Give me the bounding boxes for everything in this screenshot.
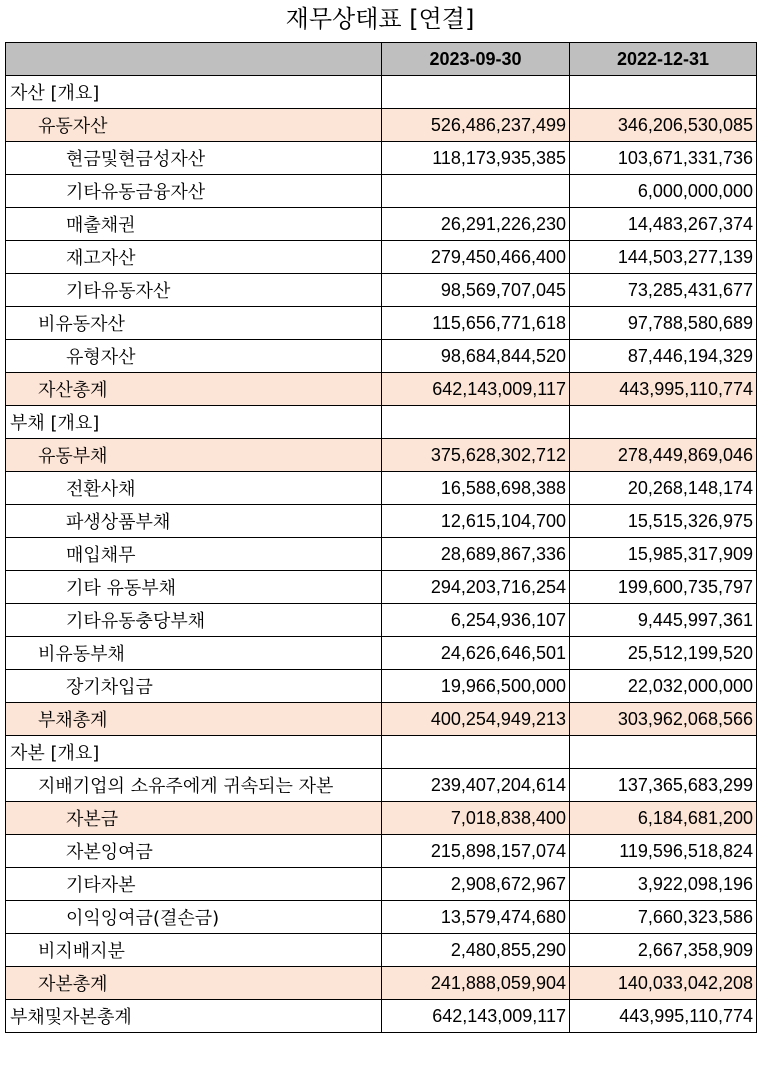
table-row	[6, 1000, 757, 1033]
table-row	[6, 340, 757, 373]
table-row	[6, 109, 757, 142]
table-row	[6, 76, 757, 109]
value-2023-09-30: 12,615,104,700	[382, 505, 570, 538]
value-2023-09-30	[382, 175, 570, 208]
row-label: 자산총계	[6, 373, 382, 406]
value-2022-12-31: 346,206,530,085	[570, 109, 757, 142]
value-2023-09-30: 98,569,707,045	[382, 274, 570, 307]
value-2023-09-30: 642,143,009,117	[382, 373, 570, 406]
table-row	[6, 406, 757, 439]
row-label: 기타자본	[6, 868, 382, 901]
value-2022-12-31: 103,671,331,736	[570, 142, 757, 175]
value-2023-09-30	[382, 736, 570, 769]
value-2023-09-30	[382, 76, 570, 109]
column-header-2022-12-31: 2022-12-31	[570, 43, 757, 76]
row-label: 기타유동충당부채	[6, 604, 382, 637]
value-2022-12-31: 303,962,068,566	[570, 703, 757, 736]
row-label: 부채 [개요]	[6, 406, 382, 439]
value-2023-09-30: 26,291,226,230	[382, 208, 570, 241]
table-row	[6, 472, 757, 505]
value-2022-12-31: 25,512,199,520	[570, 637, 757, 670]
value-2022-12-31: 14,483,267,374	[570, 208, 757, 241]
table-row	[6, 373, 757, 406]
row-label: 기타 유동부채	[6, 571, 382, 604]
table-row	[6, 274, 757, 307]
row-label: 이익잉여금(결손금)	[6, 901, 382, 934]
value-2022-12-31: 73,285,431,677	[570, 274, 757, 307]
table-row	[6, 241, 757, 274]
value-2022-12-31: 278,449,869,046	[570, 439, 757, 472]
table-row	[6, 505, 757, 538]
value-2023-09-30: 118,173,935,385	[382, 142, 570, 175]
table-row	[6, 175, 757, 208]
row-label: 부채및자본총계	[6, 1000, 382, 1033]
value-2022-12-31: 119,596,518,824	[570, 835, 757, 868]
value-2022-12-31	[570, 736, 757, 769]
row-label: 매입채무	[6, 538, 382, 571]
row-label: 자본잉여금	[6, 835, 382, 868]
value-2023-09-30: 241,888,059,904	[382, 967, 570, 1000]
row-label: 비유동자산	[6, 307, 382, 340]
row-label: 전환사채	[6, 472, 382, 505]
table-row	[6, 670, 757, 703]
row-label: 자본총계	[6, 967, 382, 1000]
table-row	[6, 142, 757, 175]
value-2023-09-30: 294,203,716,254	[382, 571, 570, 604]
value-2023-09-30: 526,486,237,499	[382, 109, 570, 142]
column-header-2023-09-30: 2023-09-30	[382, 43, 570, 76]
value-2022-12-31: 2,667,358,909	[570, 934, 757, 967]
value-2022-12-31: 15,515,326,975	[570, 505, 757, 538]
value-2023-09-30: 239,407,204,614	[382, 769, 570, 802]
value-2022-12-31: 443,995,110,774	[570, 1000, 757, 1033]
value-2023-09-30: 16,588,698,388	[382, 472, 570, 505]
value-2023-09-30: 279,450,466,400	[382, 241, 570, 274]
row-label: 기타유동자산	[6, 274, 382, 307]
table-row	[6, 439, 757, 472]
value-2023-09-30	[382, 406, 570, 439]
value-2022-12-31: 87,446,194,329	[570, 340, 757, 373]
row-label: 매출채권	[6, 208, 382, 241]
value-2022-12-31: 443,995,110,774	[570, 373, 757, 406]
row-label: 유동부채	[6, 439, 382, 472]
table-row	[6, 571, 757, 604]
value-2022-12-31: 137,365,683,299	[570, 769, 757, 802]
value-2022-12-31: 15,985,317,909	[570, 538, 757, 571]
page-title: 재무상태표 [연결]	[285, 5, 475, 33]
row-label: 비유동부채	[6, 637, 382, 670]
row-label: 부채총계	[6, 703, 382, 736]
value-2022-12-31: 144,503,277,139	[570, 241, 757, 274]
value-2022-12-31: 20,268,148,174	[570, 472, 757, 505]
value-2023-09-30: 13,579,474,680	[382, 901, 570, 934]
table-row	[6, 538, 757, 571]
table-body	[6, 76, 757, 1033]
table-row	[6, 901, 757, 934]
row-label: 자본 [개요]	[6, 736, 382, 769]
value-2022-12-31: 6,184,681,200	[570, 802, 757, 835]
row-label: 재고자산	[6, 241, 382, 274]
value-2022-12-31: 7,660,323,586	[570, 901, 757, 934]
table-row	[6, 208, 757, 241]
value-2022-12-31	[570, 76, 757, 109]
table-row	[6, 604, 757, 637]
table-row	[6, 637, 757, 670]
value-2022-12-31: 140,033,042,208	[570, 967, 757, 1000]
value-2023-09-30: 24,626,646,501	[382, 637, 570, 670]
value-2023-09-30: 215,898,157,074	[382, 835, 570, 868]
value-2022-12-31: 199,600,735,797	[570, 571, 757, 604]
value-2023-09-30: 2,480,855,290	[382, 934, 570, 967]
table-row	[6, 934, 757, 967]
table-row	[6, 307, 757, 340]
table-row	[6, 769, 757, 802]
value-2022-12-31: 6,000,000,000	[570, 175, 757, 208]
value-2022-12-31	[570, 406, 757, 439]
row-label: 유형자산	[6, 340, 382, 373]
value-2023-09-30: 642,143,009,117	[382, 1000, 570, 1033]
header-row	[6, 43, 757, 76]
value-2023-09-30: 115,656,771,618	[382, 307, 570, 340]
value-2023-09-30: 400,254,949,213	[382, 703, 570, 736]
value-2022-12-31: 3,922,098,196	[570, 868, 757, 901]
value-2023-09-30: 19,966,500,000	[382, 670, 570, 703]
value-2022-12-31: 97,788,580,689	[570, 307, 757, 340]
table-row	[6, 868, 757, 901]
row-label: 자본금	[6, 802, 382, 835]
table-row	[6, 802, 757, 835]
value-2023-09-30: 98,684,844,520	[382, 340, 570, 373]
table-row	[6, 703, 757, 736]
value-2023-09-30: 7,018,838,400	[382, 802, 570, 835]
row-label: 기타유동금융자산	[6, 175, 382, 208]
value-2023-09-30: 375,628,302,712	[382, 439, 570, 472]
row-label: 유동자산	[6, 109, 382, 142]
table-row	[6, 967, 757, 1000]
row-label: 파생상품부채	[6, 505, 382, 538]
table-row	[6, 736, 757, 769]
value-2023-09-30: 2,908,672,967	[382, 868, 570, 901]
row-label: 비지배지분	[6, 934, 382, 967]
row-label: 장기차입금	[6, 670, 382, 703]
value-2023-09-30: 28,689,867,336	[382, 538, 570, 571]
value-2022-12-31: 22,032,000,000	[570, 670, 757, 703]
row-label: 지배기업의 소유주에게 귀속되는 자본	[6, 769, 382, 802]
table-row	[6, 835, 757, 868]
header-blank	[6, 43, 382, 76]
value-2023-09-30: 6,254,936,107	[382, 604, 570, 637]
balance-sheet-table	[5, 42, 757, 1033]
row-label: 현금및현금성자산	[6, 142, 382, 175]
value-2022-12-31: 9,445,997,361	[570, 604, 757, 637]
row-label: 자산 [개요]	[6, 76, 382, 109]
